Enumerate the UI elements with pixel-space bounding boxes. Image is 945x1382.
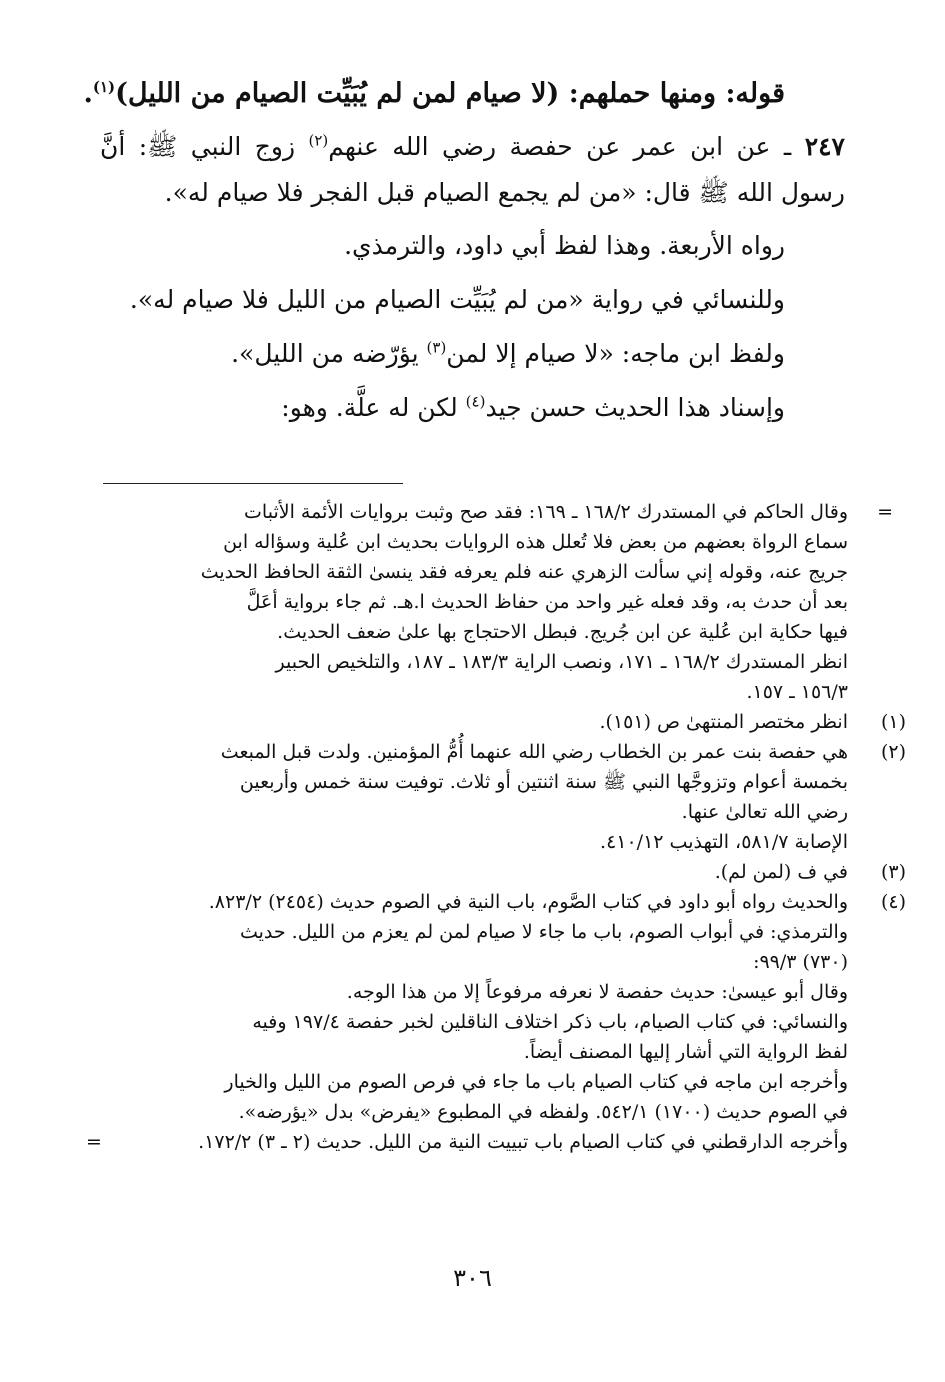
footnote-ref-2: (٢) (308, 131, 329, 150)
continuation-line: انظر المستدرك ١٦٨/٢ ـ ١٧١، ونصب الراية ١٨٣/٣ ـ ١٨٧، والتلخيص الحبير (275, 651, 848, 673)
footnote-line: رضي الله تعالىٰ عنها. (681, 801, 848, 823)
footnote-line: هي حفصة بنت عمر بن الخطاب رضي الله عنهما أُمُّ المؤمنين. ولدت قبل المبعث (220, 741, 848, 763)
footnote-ref-4: (٤) (465, 392, 486, 411)
footnote-line: وقال أبو عيسىٰ: حديث حفصة لا نعرفه مرفوعاً إلا من هذا الوجه. (346, 981, 848, 1003)
footnote-number: (٣) (880, 861, 906, 883)
paragraph-isnad (100, 384, 845, 432)
isnad-text-a: وإسناد هذا الحديث حسن جيد (485, 393, 785, 422)
paragraph-narrators: رواه الأربعة. وهذا لفظ أبي داود، والترمذي. (344, 231, 785, 260)
continuation-line: ١٥٦/٣ ـ ١٥٧. (746, 681, 848, 703)
footnote-continuation (100, 497, 893, 707)
footnote-line: وأخرجه ابن ماجه في كتاب الصيام باب ما جاء في فرص الصوم من الليل والخيار (224, 1071, 848, 1093)
footnote-line: لفظ الرواية التي أشار إليها المصنف أيضاً. (523, 1041, 848, 1063)
continuation-mark: = (877, 501, 893, 523)
footnote-separator (103, 483, 403, 484)
main-text (83, 72, 845, 432)
footnote-4 (86, 887, 906, 1157)
continuation-end-mark: = (86, 1131, 102, 1153)
footnote-line: الإصابة ٥٨١/٧، التهذيب ٤١٠/١٢. (600, 831, 848, 853)
continuation-line: سماع الرواة بعضهم من بعض فلا تُعلل هذه الروايات بحديث ابن عُلية وسؤاله ابن (223, 531, 848, 553)
footnote-line: انظر مختصر المنتهىٰ ص (١٥١). (599, 711, 848, 733)
paragraph-ibn-majah (100, 330, 845, 378)
footnotes-area (86, 497, 906, 1157)
continuation-line: بعد أن حدث به، وقد فعله غير واحد من حفاظ الحديث ا.هـ. ثم جاء برواية أعَلَّ (246, 591, 848, 613)
footnote-3 (100, 857, 906, 887)
footnote-line: (٧٣٠) ٩٩/٣: (753, 951, 848, 973)
hadith-number: ٢٤٧ (804, 132, 845, 161)
heading-end: . (83, 78, 93, 109)
section-heading (83, 72, 845, 116)
ibn-majah-text-a: ولفظ ابن ماجه: «لا صيام إلا لمن (446, 339, 785, 368)
footnote-line: والحديث رواه أبو داود في كتاب الصَّوم، باب النية في الصوم حديث (٢٤٥٤) ٨٢٣/٢. (208, 891, 848, 913)
footnote-line: والنسائي: في كتاب الصيام، باب ذكر اختلاف الناقلين لخبر حفصة ١٩٧/٤ وفيه (252, 1011, 848, 1033)
footnote-line: في ف (لمن لم). (714, 861, 848, 883)
ibn-majah-text-b: يؤرّضه من الليل». (231, 339, 419, 368)
continuation-line: وقال الحاكم في المستدرك ١٦٨/٢ ـ ١٦٩: فقد صح وثبت بروايات الأئمة الأثبات (244, 501, 848, 523)
continuation-line: جريج عنه، وقوله إني سألت الزهري عنه فلم يعرفه فقد ينسىٰ الثقة الحافظ الحديث (200, 561, 848, 583)
footnote-2 (100, 737, 906, 857)
heading-text: قوله: ومنها حملهم: (لا صيام لمن لم يُبَيِّت الصيام من الليل) (115, 78, 785, 109)
footnote-number: (١) (880, 711, 906, 733)
footnote-line: في الصوم حديث (١٧٠٠) ٥٤٢/١. ولفظه في المطبوع «يفرض» بدل «يؤرضه». (238, 1101, 848, 1123)
hadith-247 (100, 124, 845, 216)
hadith-text-b: زوج النبي ﷺ: أنَّ رسول الله ﷺ قال: «من لم يجمع الصيام قبل الفجر فلا صيام له». (100, 132, 845, 207)
hadith-text-a: ـ عن ابن عمر عن حفصة رضي الله عنهم (328, 132, 792, 161)
footnote-line: بخمسة أعوام وتزوجَّها النبي ﷺ سنة اثنتين أو ثلاث. توفيت سنة خمس وأربعين (239, 771, 848, 793)
isnad-text-b: لكن له علَّة. وهو: (281, 393, 458, 422)
page-number: ٣٠٦ (453, 1264, 492, 1292)
footnote-number: (٤) (880, 891, 906, 913)
footnote-line: والترمذي: في أبواب الصوم، باب ما جاء لا صيام لمن لم يعزم من الليل. حديث (239, 921, 848, 943)
footnote-ref-3: (٣) (426, 338, 447, 357)
footnote-line (86, 1127, 848, 1157)
footnote-ref-1: (١) (92, 78, 116, 96)
footnote-last-text: وأخرجه الدارقطني في كتاب الصيام باب تبييت النية من الليل. حديث (٢ ـ ٣) ١٧٢/٢. (198, 1131, 848, 1153)
continuation-line: فيها حكاية ابن عُلية عن ابن جُريج. فبطل الاحتجاج بها علىٰ ضعف الحديث. (277, 621, 848, 643)
footnote-number: (٢) (880, 741, 906, 763)
paragraph-nasai: وللنسائي في رواية «من لم يُبَيِّت الصيام من الليل فلا صيام له». (129, 285, 785, 314)
footnote-1 (100, 707, 906, 737)
